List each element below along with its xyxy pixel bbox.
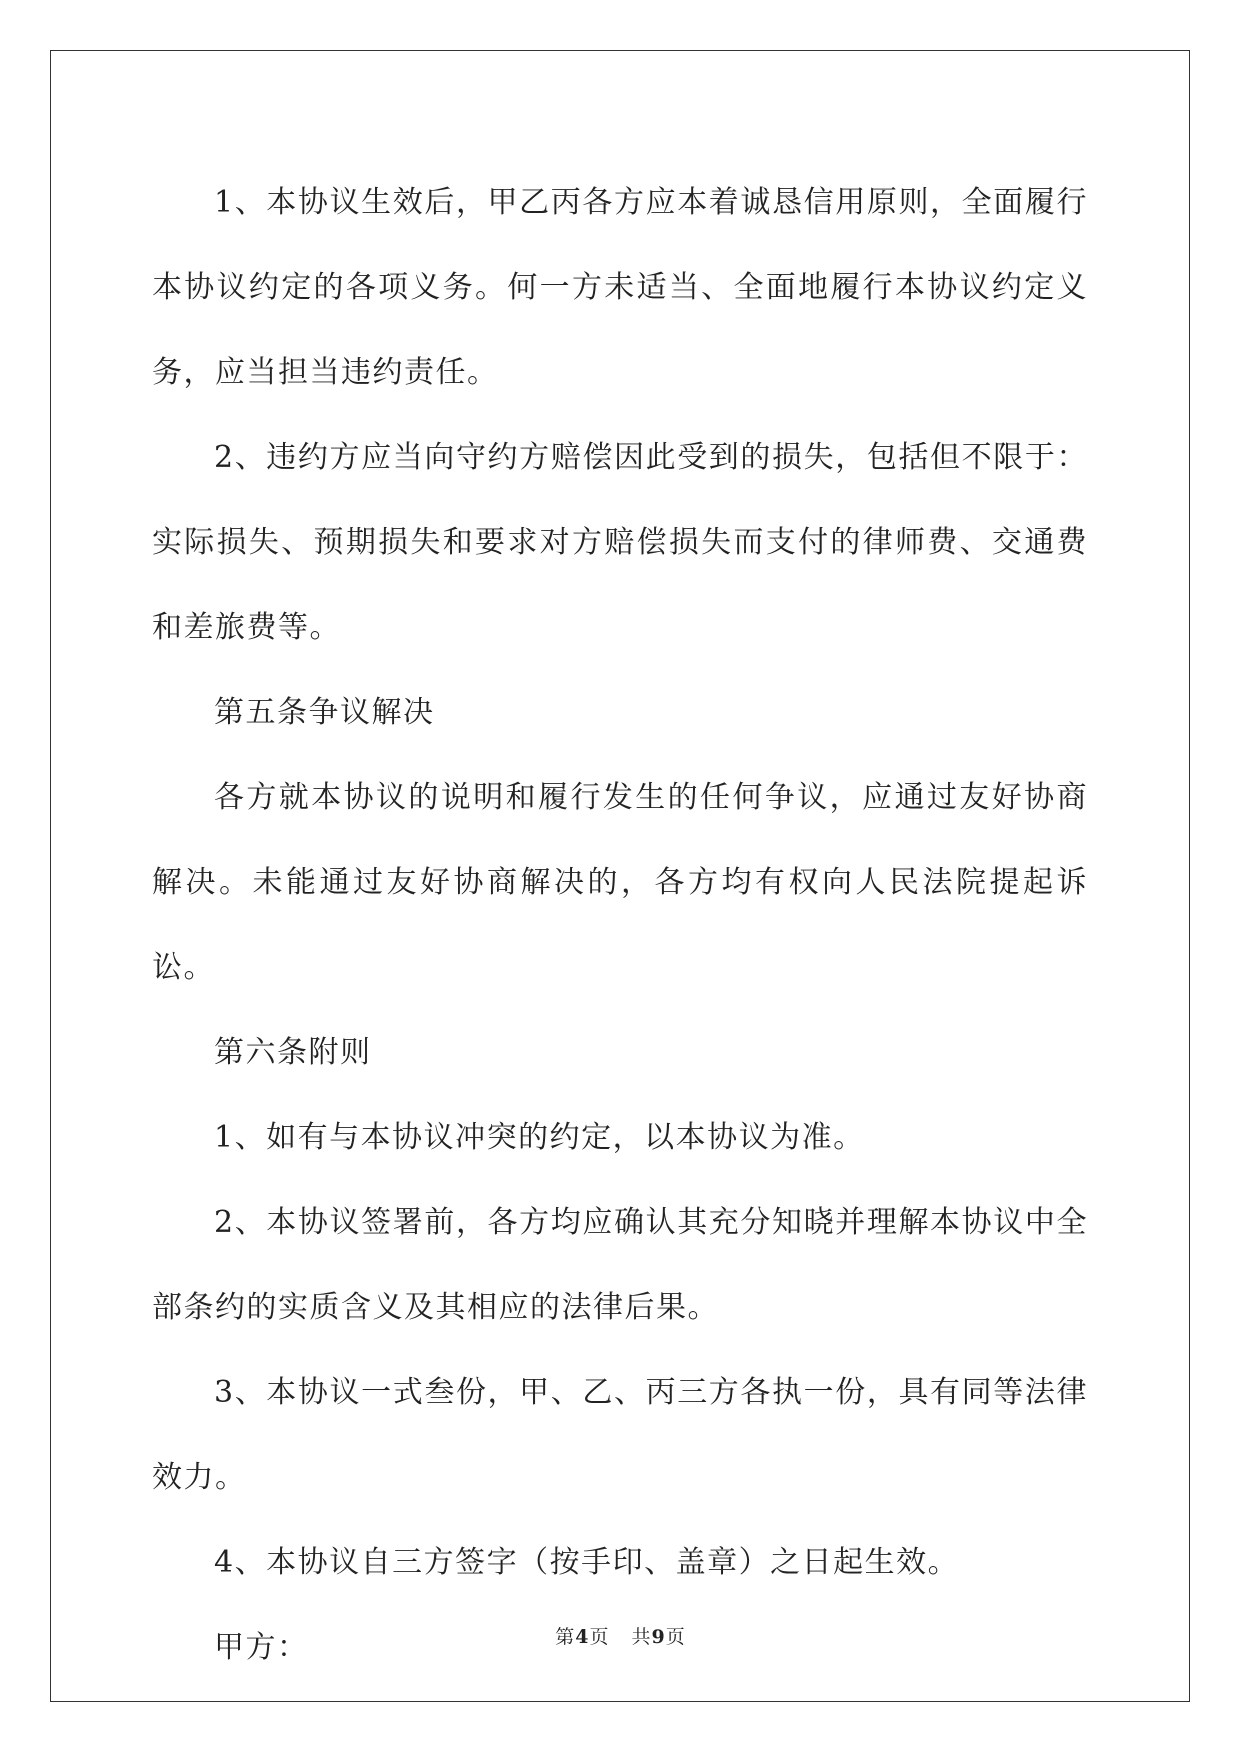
section-heading-supplementary: 第六条附则 xyxy=(214,1035,372,1070)
paragraph-supplementary-1: 1、如有与本协议冲突的约定，以本协议为准。 xyxy=(214,1120,865,1155)
document-body xyxy=(152,160,1088,1690)
page-footer xyxy=(0,1622,1241,1649)
total-page-count: 9 xyxy=(651,1626,666,1648)
signature-party-a-label: 甲方： xyxy=(214,1630,309,1665)
current-page-number: 4 xyxy=(575,1626,590,1648)
paragraph-breach-clause-2: 2、违约方应当向守约方赔偿因此受到的损失，包括但不限于：实际损失、预期损失和要求对方赔偿损失而支付的律师费、交通费和差旅费等。 xyxy=(152,440,1088,645)
paragraph-dispute-resolution: 各方就本协议的说明和履行发生的任何争议，应通过友好协商解决。未能通过友好协商解决的，各方均有权向人民法院提起诉讼。 xyxy=(152,780,1088,985)
total-prefix: 共 xyxy=(631,1626,652,1648)
page-suffix: 页 xyxy=(589,1626,610,1648)
paragraph-breach-clause-1: 1、本协议生效后，甲乙丙各方应本着诚恳信用原则，全面履行本协议约定的各项义务。何一方未适当、全面地履行本协议约定义务，应当担当违约责任。 xyxy=(152,185,1088,390)
paragraph-supplementary-3: 3、本协议一式叁份，甲、乙、丙三方各执一份，具有同等法律效力。 xyxy=(152,1375,1088,1495)
total-suffix: 页 xyxy=(665,1626,686,1648)
paragraph-supplementary-4: 4、本协议自三方签字（按手印、盖章）之日起生效。 xyxy=(214,1545,960,1580)
section-heading-dispute-resolution: 第五条争议解决 xyxy=(214,695,435,730)
page-prefix: 第 xyxy=(555,1626,576,1648)
paragraph-supplementary-2: 2、本协议签署前，各方均应确认其充分知晓并理解本协议中全部条约的实质含义及其相应的法律后果。 xyxy=(152,1205,1088,1325)
